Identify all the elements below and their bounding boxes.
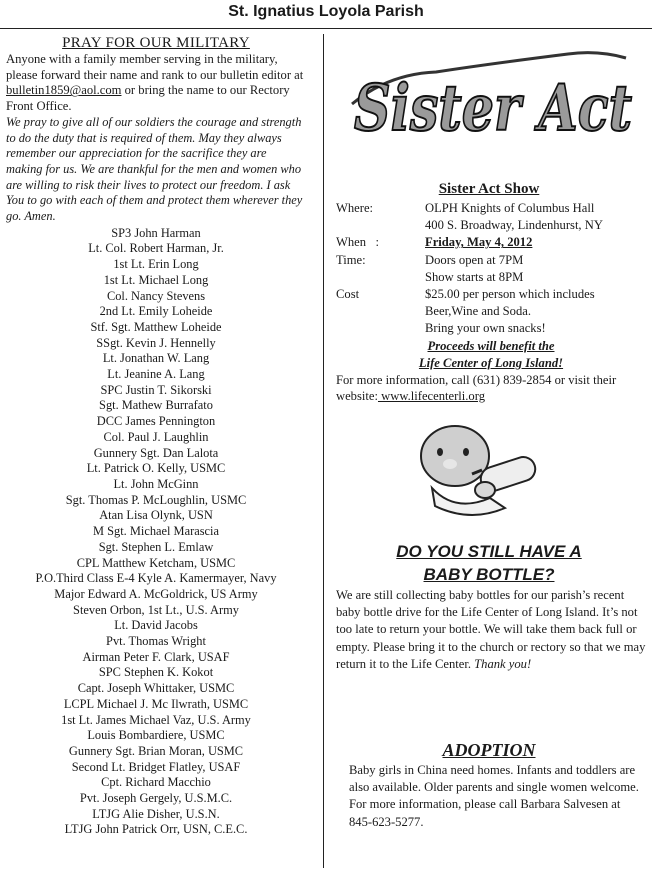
military-name: Col. Paul J. Laughlin (103, 429, 209, 444)
cost-value (425, 286, 646, 338)
when-value: Friday, May 4, 2012 (425, 235, 533, 250)
header-rule (0, 28, 652, 29)
military-name: CPL Matthew Ketcham, USMC (76, 555, 236, 570)
time-label: Time: (336, 252, 366, 267)
military-name: 1st Lt. James Michael Vaz, U.S. Army (61, 712, 251, 727)
time-row (336, 252, 646, 286)
military-name: Sgt. Thomas P. McLoughlin, USMC (65, 492, 247, 507)
show-details (336, 200, 646, 404)
military-name: Col. Nancy Stevens (106, 288, 206, 303)
military-name: P.O.Third Class E-4 Kyle A. Kamermayer, Navy (35, 571, 277, 586)
military-name: Lt. David Jacobs (114, 618, 198, 633)
show-title: Sister Act Show (438, 181, 540, 197)
baby-bottle-text (336, 587, 646, 673)
proceeds-line: Proceeds will benefit the (427, 338, 555, 353)
military-heading: PRAY FOR OUR MILITARY (62, 35, 250, 51)
military-name: Sgt. Stephen L. Emlaw (98, 539, 214, 554)
column-divider (323, 34, 324, 868)
military-name: Gunnery Sgt. Dan Lalota (93, 445, 219, 460)
baby-bottle-heading-line: DO YOU STILL HAVE A (396, 542, 582, 561)
military-name: Pvt. Joseph Gergely, U.S.M.C. (79, 791, 233, 806)
when-row (336, 234, 646, 251)
military-name: LTJG Alie Disher, U.S.N. (92, 806, 220, 821)
military-name: 1st Lt. Michael Long (103, 272, 209, 287)
bulletin-header: St. Ignatius Loyola Parish (228, 3, 424, 20)
adoption-text: Baby girls in China need homes. Infants and toddlers are also available. Older parents and single women welcome. For more information, please call Barbara Salvesen at 845-623-5277. (349, 763, 639, 829)
bulletin-email-link[interactable]: bulletin1859@aol.com (6, 83, 122, 98)
cost-label: Cost (336, 287, 360, 302)
military-name: Major Edward A. McGoldrick, US Army (54, 586, 258, 601)
time-line: Show starts at 8PM (425, 269, 524, 284)
military-name: Lt. John McGinn (113, 476, 199, 491)
where-line: 400 S. Broadway, Lindenhurst, NY (425, 218, 603, 233)
military-name: SPC Justin T. Sikorski (100, 382, 212, 397)
where-value (425, 200, 646, 234)
military-name: Lt. Jonathan W. Lang (102, 351, 210, 366)
military-name: Lt. Patrick O. Kelly, USMC (86, 461, 226, 476)
military-name: 2nd Lt. Emily Loheide (99, 304, 213, 319)
time-value (425, 252, 646, 286)
military-prayer: We pray to give all of our soldiers the courage and strength to do the duty that is required of them. May they always remember our appreciation for the sacrifice they are making for us. We are thankful for the men and women who are willing to risk their lives to protect our freedom. I ask You to go with each of them and protect them wherever they go. Amen. (6, 114, 303, 224)
cost-line: $25.00 per person which includes (425, 287, 595, 302)
military-name: Airman Peter F. Clark, USAF (82, 649, 230, 664)
baby-bottle-body: We are still collecting baby bottles for our parish’s recent baby bottle drive for the Life Center of Long Island. It’s not too late to return your bottle. We will take them back full or empty. Please bring it to the church or rectory so that we may return it to the Life Center. (336, 588, 646, 671)
military-name: Stf. Sgt. Matthew Loheide (90, 319, 222, 334)
military-name: LCPL Michael J. Mc Ilwrath, USMC (63, 696, 249, 711)
military-name: Sgt. Mathew Burrafato (99, 398, 213, 413)
military-name: SSgt. Kevin J. Hennelly (96, 335, 216, 350)
sister-act-logo-text: Sister Act (354, 71, 632, 142)
military-name: Pvt. Thomas Wright (106, 634, 206, 649)
where-label: Where: (336, 201, 374, 215)
more-info (336, 372, 646, 404)
military-names-list (6, 226, 306, 838)
military-name: Capt. Joseph Whittaker, USMC (77, 681, 235, 696)
military-name: Louis Bombardiere, USMC (87, 728, 225, 743)
baby-with-bottle-illustration (410, 418, 550, 518)
more-info-text: For more information, call (631) 839-2854 or visit their website: (336, 372, 617, 403)
where-row (336, 200, 646, 234)
when-label: When : (336, 235, 380, 250)
baby-bottle-thanks: Thank you! (474, 656, 532, 671)
time-line: Doors open at 7PM (425, 252, 524, 267)
adoption-heading: ADOPTION (442, 740, 536, 760)
military-name: Cpt. Richard Macchio (101, 775, 211, 790)
cost-line: Bring your own snacks! (425, 321, 546, 336)
military-name: M Sgt. Michael Marascia (93, 524, 219, 539)
sister-act-logo (348, 44, 638, 142)
military-name: Lt. Col. Robert Harman, Jr. (88, 241, 224, 256)
intro-text-before: Anyone with a family member serving in the military, please forward their name and rank to our bulletin editor at (6, 52, 304, 82)
military-name: LTJG John Patrick Orr, USN, C.E.C. (64, 822, 248, 837)
military-section (6, 34, 306, 838)
military-name: Steven Orbon, 1st Lt., U.S. Army (73, 602, 239, 617)
cost-row (336, 286, 646, 338)
military-name: DCC James Pennington (96, 414, 216, 429)
military-name: 1st Lt. Erin Long (113, 257, 199, 272)
military-name: Atan Lisa Olynk, USN (99, 508, 213, 523)
military-name: SP3 John Harman (111, 225, 201, 240)
military-name: Second Lt. Bridget Flatley, USAF (71, 759, 241, 774)
baby-bottle-heading-line: BABY BOTTLE? (423, 565, 555, 584)
where-line: OLPH Knights of Columbus Hall (425, 201, 595, 215)
military-name: SPC Stephen K. Kokot (98, 665, 214, 680)
military-name: Lt. Jeanine A. Lang (107, 367, 205, 382)
baby-bottle-heading (336, 540, 642, 586)
military-name: Gunnery Sgt. Brian Moran, USMC (68, 743, 244, 758)
military-intro (6, 52, 306, 115)
cost-line: Beer,Wine and Soda. (425, 304, 532, 319)
proceeds-line: Life Center of Long Island! (418, 355, 564, 370)
website-link[interactable]: www.lifecenterli.org (377, 388, 485, 403)
intro-text-after: or bring the name to our Rectory Front Office. (6, 83, 290, 114)
